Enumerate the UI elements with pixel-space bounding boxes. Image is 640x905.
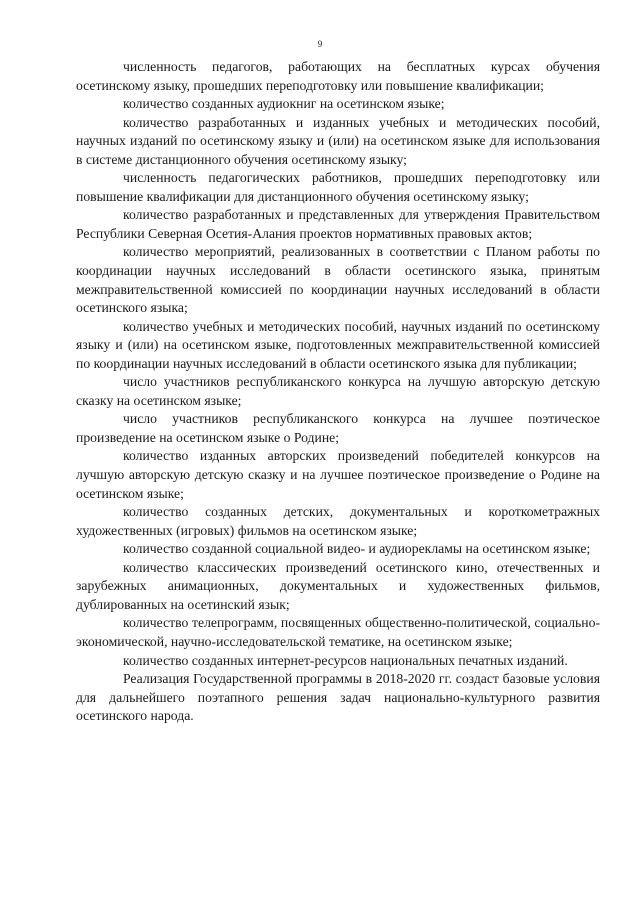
paragraph: количество классических произведений осетинского кино, отечественных и зарубежных анимационных, документальных и художественных фильмов, дублированных на осетинский язык; bbox=[76, 559, 600, 612]
page-number: 9 bbox=[317, 39, 323, 49]
paragraph: количество разработанных и изданных учебных и методических пособий, научных изданий по осетинскому языку и (или) на осетинском языке для использования в системе дистанционного обучения осетинскому языку; bbox=[76, 114, 600, 167]
paragraph: количество телепрограмм, посвященных общественно-политической, социально-экономической, научно-исследовательской тематике, на осетинском языке; bbox=[76, 615, 600, 649]
paragraph: количество созданных интернет-ресурсов национальных печатных изданий. bbox=[123, 652, 568, 668]
paragraph: количество созданной социальной видео- и аудиорекламы на осетинском языке; bbox=[123, 541, 591, 557]
paragraph: численность педагогических работников, прошедших переподготовку или повышение квалификации для дистанционного обучения осетинскому языку; bbox=[76, 170, 600, 204]
paragraph: количество изданных авторских произведений победителей конкурсов на лучшую авторскую детскую сказку и на лучшее поэтическое произведение о Родине на осетинском языке; bbox=[76, 448, 600, 501]
document-body bbox=[76, 58, 600, 726]
paragraph: количество созданных детских, документальных и короткометражных художественных (игровых) фильмов на осетинском языке; bbox=[76, 504, 600, 538]
paragraph: количество созданных аудиокниг на осетинском языке; bbox=[123, 96, 445, 112]
paragraph: количество учебных и методических пособий, научных изданий по осетинскому языку и (или) на осетинском языке, подготовленных межправительственной комиссией по координации научных исследований в области осетинского языка для публикации; bbox=[76, 318, 600, 371]
paragraph: число участников республиканского конкурса на лучшую авторскую детскую сказку на осетинском языке; bbox=[76, 374, 600, 408]
paragraph: Реализация Государственной программы в 2018-2020 гг. создаст базовые условия для дальнейшего поэтапного решения задач национально-культурного развития осетинского народа. bbox=[76, 671, 600, 724]
paragraph: количество разработанных и представленных для утверждения Правительством Республики Северная Осетия-Алания проектов нормативных правовых актов; bbox=[76, 207, 600, 241]
paragraph: количество мероприятий, реализованных в соответствии с Планом работы по координации научных исследований в области осетинского языка, принятым межправительственной комиссией по координации научных исследований в области осетинского языка; bbox=[76, 244, 600, 316]
paragraph: численность педагогов, работающих на бесплатных курсах обучения осетинскому языку, прошедших переподготовку или повышение квалификации; bbox=[76, 59, 600, 93]
paragraph: число участников республиканского конкурса на лучшее поэтическое произведение на осетинском языке о Родине; bbox=[76, 411, 600, 445]
